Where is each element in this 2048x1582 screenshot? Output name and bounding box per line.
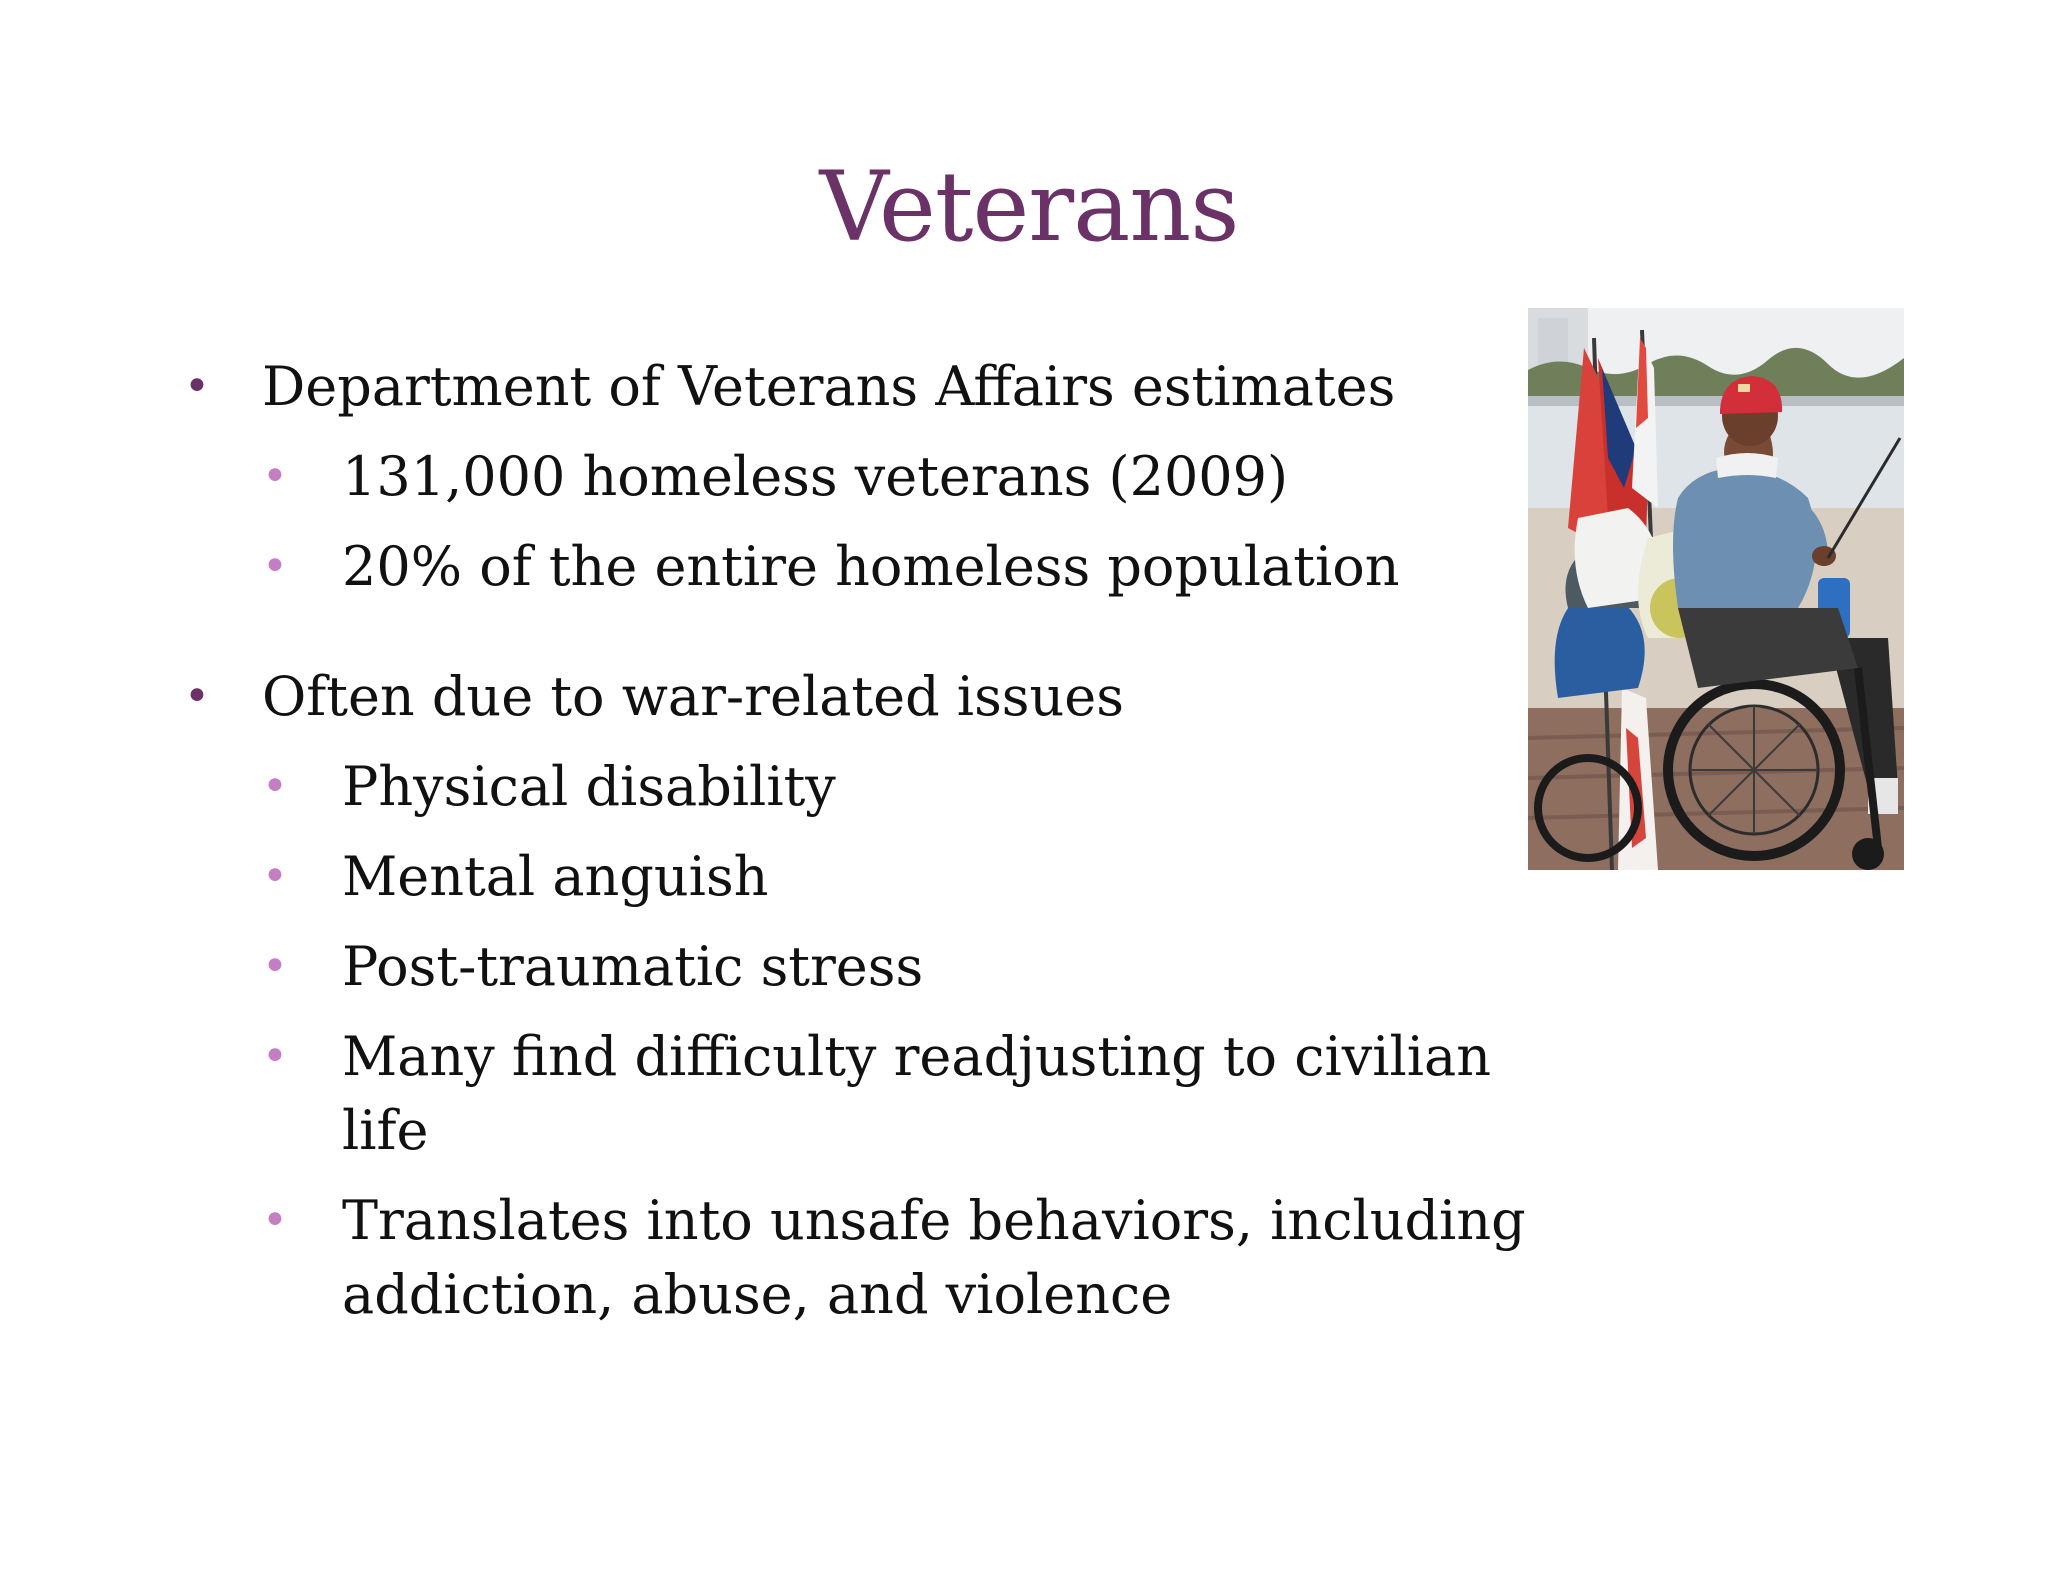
bullet-icon: • [262, 761, 288, 812]
bullet-item-level2 [262, 930, 1560, 1004]
wheel-spokes [1690, 706, 1818, 834]
bullet-item-level2 [262, 1020, 1560, 1168]
bullet-icon: • [262, 941, 288, 992]
bullet-icon: • [184, 361, 210, 412]
bullet-icon: • [262, 1195, 288, 1246]
spacer [180, 620, 1560, 660]
photo-illustration [1528, 308, 1904, 870]
bullet-icon: • [184, 671, 210, 722]
bullet-item-level2 [262, 440, 1560, 514]
bullet-item-level1 [180, 660, 1560, 734]
cap-logo [1738, 384, 1750, 392]
bullet-item-level2 [262, 1184, 1560, 1332]
bullet-text: 20% of the entire homeless population [342, 535, 1400, 598]
bullet-text: Physical disability [342, 755, 836, 818]
bullet-item-level2 [262, 530, 1560, 604]
bullet-item-level1 [180, 350, 1560, 424]
bullet-item-level2 [262, 750, 1560, 824]
bullet-text: Post-traumatic stress [342, 935, 924, 998]
slide-title-text: Veterans [819, 151, 1239, 263]
bullet-text: Translates into unsafe behaviors, including addiction, abuse, and violence [342, 1189, 1526, 1326]
bullet-list [180, 350, 1560, 1348]
white-collar [1716, 453, 1778, 478]
bullet-text: 131,000 homeless veterans (2009) [342, 445, 1289, 508]
bullet-text: Department of Veterans Affairs estimates [262, 355, 1396, 418]
caster-wheel [1852, 838, 1884, 870]
denim-jacket [1673, 468, 1816, 608]
bullet-text: Mental anguish [342, 845, 769, 908]
bullet-icon: • [262, 451, 288, 502]
bullet-text: Many find difficulty readjusting to civilian life [342, 1025, 1492, 1162]
slide-title [0, 152, 2048, 262]
bullet-icon: • [262, 541, 288, 592]
bullet-text: Often due to war-related issues [262, 665, 1124, 728]
bullet-item-level2 [262, 840, 1560, 914]
blue-sleeping-bag [1555, 598, 1645, 698]
bullet-icon: • [262, 1031, 288, 1082]
bullet-icon: • [262, 851, 288, 902]
veteran-wheelchair-photo [1528, 308, 1904, 870]
